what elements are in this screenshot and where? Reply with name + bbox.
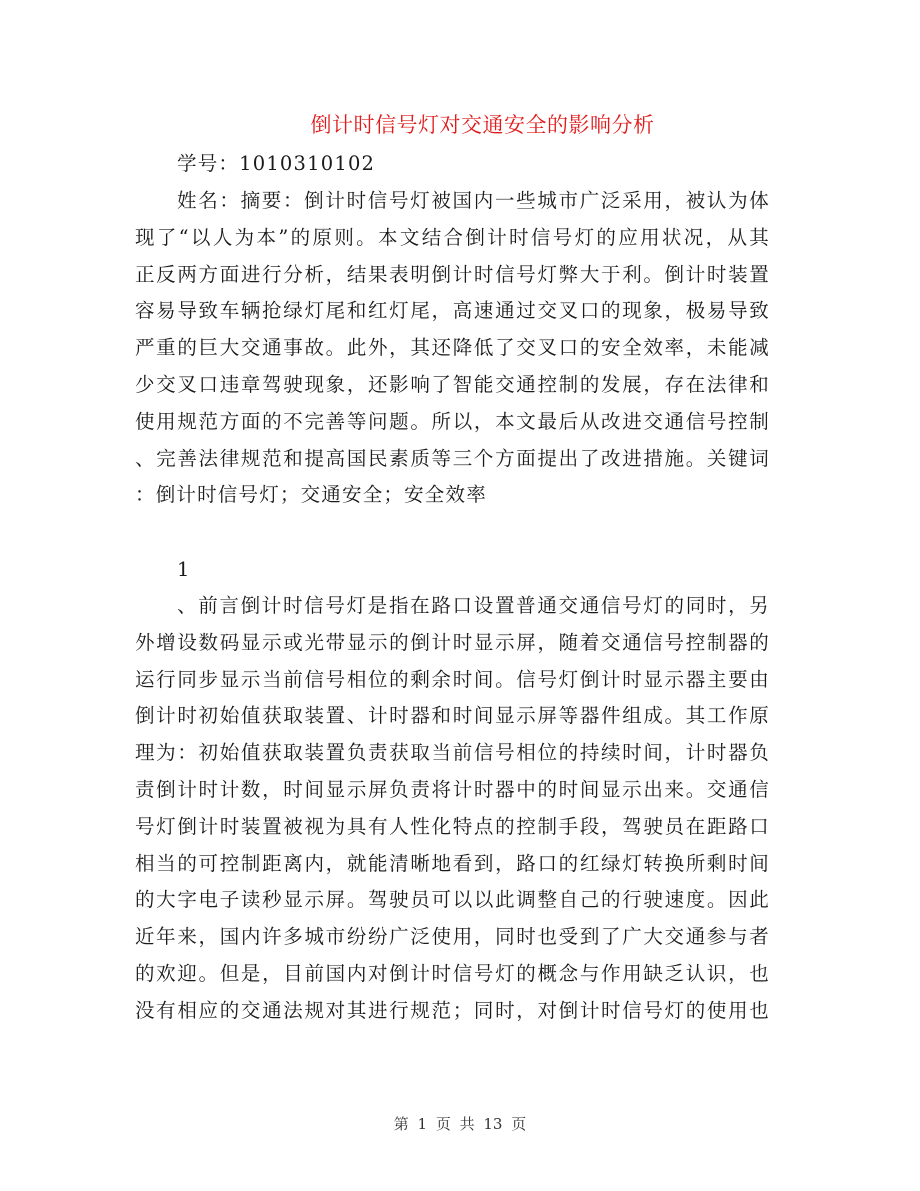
intro-line: 理为：初始值获取装置负责获取当前信号相位的持续时间，计时器负 (135, 741, 770, 765)
abstract-line: 、完善法律规范和提高国民素质等三个方面提出了改进措施。关键词 (135, 446, 770, 470)
intro-line: 的大字电子读秒显示屏。驾驶员可以以此调整自己的行驶速度。因此 (135, 888, 770, 912)
abstract-line: ：倒计时信号灯；交通安全；安全效率 (135, 483, 487, 507)
section-number: 1 (177, 558, 191, 581)
abstract-line: 容易导致车辆抢绿灯尾和红灯尾，高速通过交叉口的现象，极易导致 (135, 299, 770, 323)
intro-line: 近年来，国内许多城市纷纷广泛使用，同时也受到了广大交通参与者 (135, 925, 770, 949)
abstract-line: 姓名：摘要：倒计时信号灯被国内一些城市广泛采用，被认为体 (177, 189, 770, 212)
intro-line: 责倒计时计数，时间显示屏负责将计时器中的时间显示出来。交通信 (135, 777, 770, 801)
abstract-line: 少交叉口违章驾驶现象，还影响了智能交通控制的发展，存在法律和 (135, 372, 770, 396)
abstract-line: 使用规范方面的不完善等问题。所以，本文最后从改进交通信号控制 (135, 409, 770, 433)
page-footer: 第 1 页 共 13 页 (393, 1115, 527, 1133)
intro-line: 号灯倒计时装置被视为具有人性化特点的控制手段，驾驶员在距路口 (135, 814, 770, 838)
student-id-line: 学号：1010310102 (177, 152, 376, 175)
intro-line: 倒计时初始值获取装置、计时器和时间显示屏等器件组成。其工作原 (135, 704, 770, 728)
document-title: 倒计时信号灯对交通安全的影响分析 (310, 113, 655, 137)
introduction-paragraph (135, 588, 770, 1030)
student-id-block (135, 146, 770, 183)
intro-line: 的欢迎。但是，目前国内对倒计时信号灯的概念与作用缺乏认识，也 (135, 961, 770, 985)
intro-line: 、前言倒计时信号灯是指在路口设置普通交通信号灯的同时，另 (177, 594, 770, 617)
intro-line: 没有相应的交通法规对其进行规范；同时，对倒计时信号灯的使用也 (135, 998, 770, 1022)
abstract-line: 严重的巨大交通事故。此外，其还降低了交叉口的安全效率，未能减 (135, 336, 770, 360)
intro-line: 相当的可控制距离内，就能清晰地看到，路口的红绿灯转换所剩时间 (135, 851, 770, 875)
abstract-line: 正反两方面进行分析，结果表明倒计时信号灯弊大于利。倒计时装置 (135, 262, 770, 286)
intro-line: 外增设数码显示或光带显示的倒计时显示屏，随着交通信号控制器的 (135, 630, 770, 654)
abstract-paragraph (135, 183, 770, 514)
section-number-block (135, 552, 770, 589)
intro-line: 运行同步显示当前信号相位的剩余时间。信号灯倒计时显示器主要由 (135, 667, 770, 691)
abstract-line: 现了“以人为本”的原则。本文结合倒计时信号灯的应用状况，从其 (135, 225, 770, 249)
